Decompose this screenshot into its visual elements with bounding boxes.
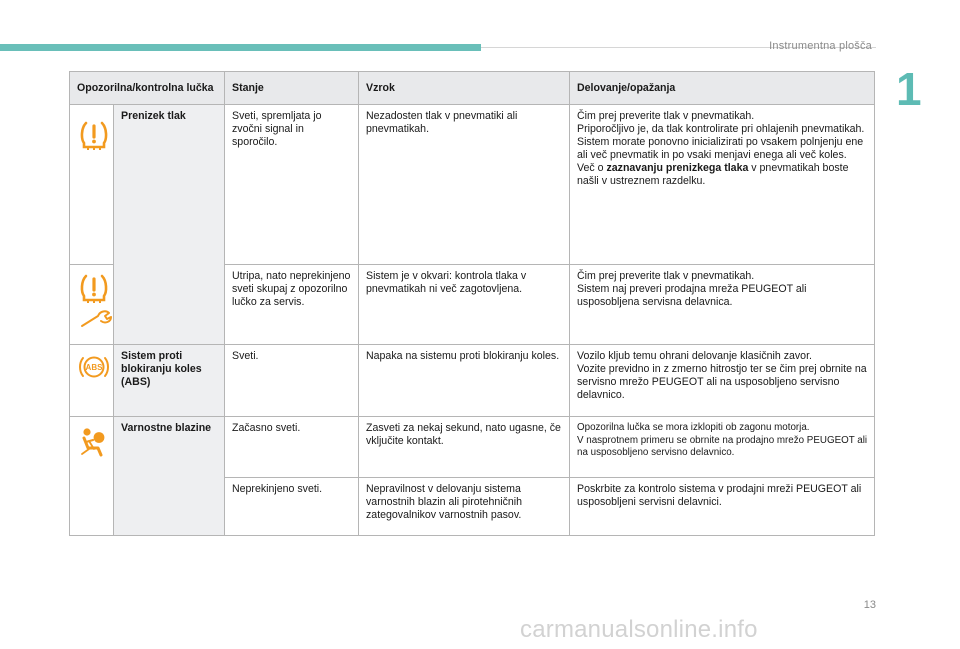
action-line: Sistem naj preveri prodajna mreža PEUGEOT ali usposobljena servisna delavnica. [577, 283, 807, 308]
action-text [570, 478, 875, 536]
action-text [570, 417, 875, 478]
action-line: Opozorilna lučka se mora izklopiti ob zagonu motorja. [577, 422, 810, 433]
table-header-row [70, 72, 875, 105]
section-title: Instrumentna plošča [769, 40, 872, 52]
state-text: Sveti, spremljata jo zvočni signal in sporočilo. [225, 105, 359, 265]
action-line: V nasprotnem primeru se obrnite na prodajno mrežo PEUGEOT ali na usposobljeno servisno delavnico. [577, 434, 868, 458]
action-line: Čim prej preverite tlak v pnevmatikah. [577, 110, 755, 122]
chapter-number: 1 [896, 63, 922, 115]
tire-pressure-service-icon [78, 273, 112, 333]
watermark: carmanualsonline.info [520, 616, 758, 643]
col-header-light: Opozorilna/kontrolna lučka [70, 72, 225, 105]
action-text [570, 105, 875, 265]
state-text: Neprekinjeno sveti. [225, 478, 359, 536]
state-text: Utripa, nato neprekinjeno sveti skupaj z opozorilno lučko za servis. [225, 265, 359, 345]
icon-cell [70, 417, 114, 536]
light-name: Prenizek tlak [114, 105, 225, 345]
action-line: Vozilo kljub temu ohrani delovanje klasičnih zavor. [577, 350, 812, 362]
col-header-state: Stanje [225, 72, 359, 105]
action-line: Čim prej preverite tlak v pnevmatikah. [577, 270, 755, 282]
warning-lights-table [69, 71, 875, 536]
icon-cell [70, 265, 114, 345]
col-header-action: Delovanje/opažanja [570, 72, 875, 105]
action-text [570, 265, 875, 345]
action-line: Vozite previdno in z zmerno hitrostjo ter se čim prej obrnite na servisno mrežo PEUGEOT ali na usposobljeno servisno delavnico. [577, 363, 867, 401]
icon-cell [70, 345, 114, 417]
state-text: Sveti. [225, 345, 359, 417]
action-line: Priporočljivo je, da tlak kontrolirate pri ohlajenih pnevmatikah. [577, 123, 865, 135]
cause-text: Sistem je v okvari: kontrola tlaka v pnevmatikah ni več zagotovljena. [359, 265, 570, 345]
col-header-cause: Vzrok [359, 72, 570, 105]
cause-text: Napaka na sistemu proti blokiranju koles. [359, 345, 570, 417]
abs-icon [78, 352, 110, 386]
airbag-icon [78, 427, 110, 461]
table-row [70, 105, 875, 265]
state-text: Začasno sveti. [225, 417, 359, 478]
cause-text: Nezadosten tlak v pnevmatiki ali pnevmatikah. [359, 105, 570, 265]
action-line: Sistem morate ponovno inicializirati po vsakem polnjenju ene ali več pnevmatik in po vsaki menjavi enega ali več koles. [577, 136, 864, 161]
action-line-reference: Več o zaznavanju prenizkega tlaka v pnevmatikah boste našli v ustreznem razdelku. [577, 162, 849, 187]
action-text [570, 345, 875, 417]
abs-icon-text: ABS [85, 363, 103, 373]
table-row [70, 417, 875, 478]
cause-text: Nepravilnost v delovanju sistema varnostnih blazin ali pirotehničnih zategovalnikov varnostnih pasov. [359, 478, 570, 536]
light-name: Varnostne blazine [114, 417, 225, 536]
header-accent-bar [0, 44, 481, 51]
icon-cell [70, 105, 114, 265]
page-number: 13 [863, 599, 876, 611]
table-row [70, 345, 875, 417]
cause-text: Zasveti za nekaj sekund, nato ugasne, če vključite kontakt. [359, 417, 570, 478]
action-line: Poskrbite za kontrolo sistema v prodajni mreži PEUGEOT ali usposobljeni servisni delavnici. [577, 483, 862, 508]
light-name: Sistem proti blokiranju koles (ABS) [114, 345, 225, 417]
tire-pressure-warning-icon [78, 119, 110, 155]
